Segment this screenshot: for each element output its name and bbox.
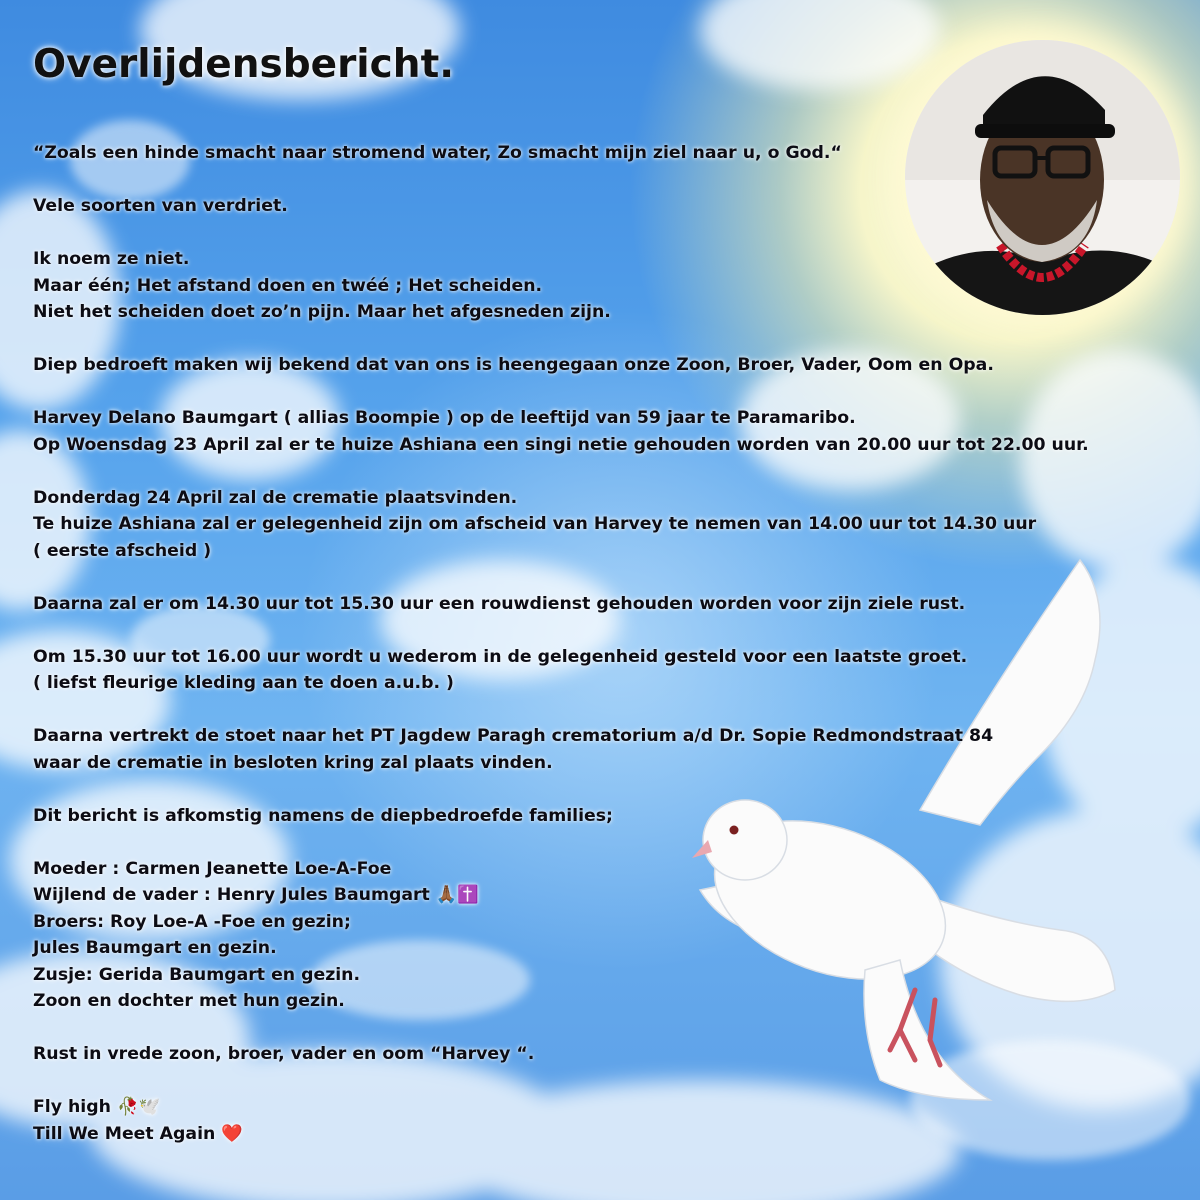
paragraph <box>33 485 1173 565</box>
obituary-text <box>33 40 1173 1174</box>
paragraph <box>33 352 1173 379</box>
text-line: ( liefst fleurige kleding aan te doen a.u.b. ) <box>33 673 454 693</box>
text-line: Niet het scheiden doet zo’n pijn. Maar het afgesneden zijn. <box>33 302 611 322</box>
family-father: Wijlend de vader : Henry Jules Baumgart 🙏🏾✝️ <box>33 885 479 905</box>
paragraph <box>33 803 1173 830</box>
family-brother-2: Jules Baumgart en gezin. <box>33 938 277 958</box>
text-line: Vele soorten van verdriet. <box>33 196 288 216</box>
text-line: Maar één; Het afstand doen en twéé ; Het scheiden. <box>33 275 543 296</box>
text-line: Om 15.30 uur tot 16.00 uur wordt u wederom in de gelegenheid gesteld voor een laatste groet. <box>33 646 968 667</box>
text-line: “Zoals een hinde smacht naar stromend water, Zo smacht mijn ziel naar u, o God.“ <box>33 143 842 163</box>
paragraph <box>33 591 1173 618</box>
farewell-line-2: Till We Meet Again ❤️ <box>33 1123 243 1144</box>
rose-dove-icon: 🥀🕊️ <box>116 1097 160 1117</box>
farewell-line-1: Fly high 🥀🕊️ <box>33 1097 160 1117</box>
text-line: waar de crematie in besloten kring zal plaats vinden. <box>33 752 553 773</box>
text-line: ( eerste afscheid ) <box>33 540 212 561</box>
message-body <box>33 140 1173 829</box>
farewell <box>33 1094 1173 1147</box>
paragraph <box>33 246 1173 326</box>
pray-cross-icon: 🙏🏾✝️ <box>435 885 479 905</box>
text-line: Donderdag 24 April zal de crematie plaatsvinden. <box>33 487 518 508</box>
paragraph <box>33 644 1173 697</box>
closing-line: Rust in vrede zoon, broer, vader en oom “Harvey “. <box>33 1044 535 1064</box>
text-line: Daarna vertrekt de stoet naar het PT Jagdew Paragh crematorium a/d Dr. Sopie Redmondstraat 84 <box>33 726 994 746</box>
text-line: Te huize Ashiana zal er gelegenheid zijn om afscheid van Harvey te nemen van 14.00 uur tot 14.30 uur <box>33 514 1037 534</box>
text-line: Ik noem ze niet. <box>33 249 190 269</box>
text-line: Diep bedroeft maken wij bekend dat van ons is heengegaan onze Zoon, Broer, Vader, Oom en Opa. <box>33 355 994 375</box>
heart-icon: ❤️ <box>221 1123 243 1144</box>
family-brothers: Broers: Roy Loe-A -Foe en gezin; <box>33 911 351 932</box>
page-title: Overlijdensbericht. <box>33 42 455 87</box>
text-line: Daarna zal er om 14.30 uur tot 15.30 uur een rouwdienst gehouden worden voor zijn ziele rust. <box>33 593 966 614</box>
text-line: Harvey Delano Baumgart ( allias Boompie ) op de leeftijd van 59 jaar te Paramaribo. <box>33 408 856 428</box>
family-list <box>33 856 1173 1015</box>
paragraph <box>33 140 1173 167</box>
text-line: Op Woensdag 23 April zal er te huize Ashiana een singi netie gehouden worden van 20.00 uur tot 22.00 uur. <box>33 434 1089 455</box>
text-line: Dit bericht is afkomstig namens de diepbedroefde families; <box>33 805 613 826</box>
family-children: Zoon en dochter met hun gezin. <box>33 991 345 1011</box>
family-mother: Moeder : Carmen Jeanette Loe-A-Foe <box>33 858 392 879</box>
paragraph <box>33 193 1173 220</box>
family-sister: Zusje: Gerida Baumgart en gezin. <box>33 964 361 985</box>
paragraph <box>33 405 1173 458</box>
paragraph <box>33 723 1173 776</box>
